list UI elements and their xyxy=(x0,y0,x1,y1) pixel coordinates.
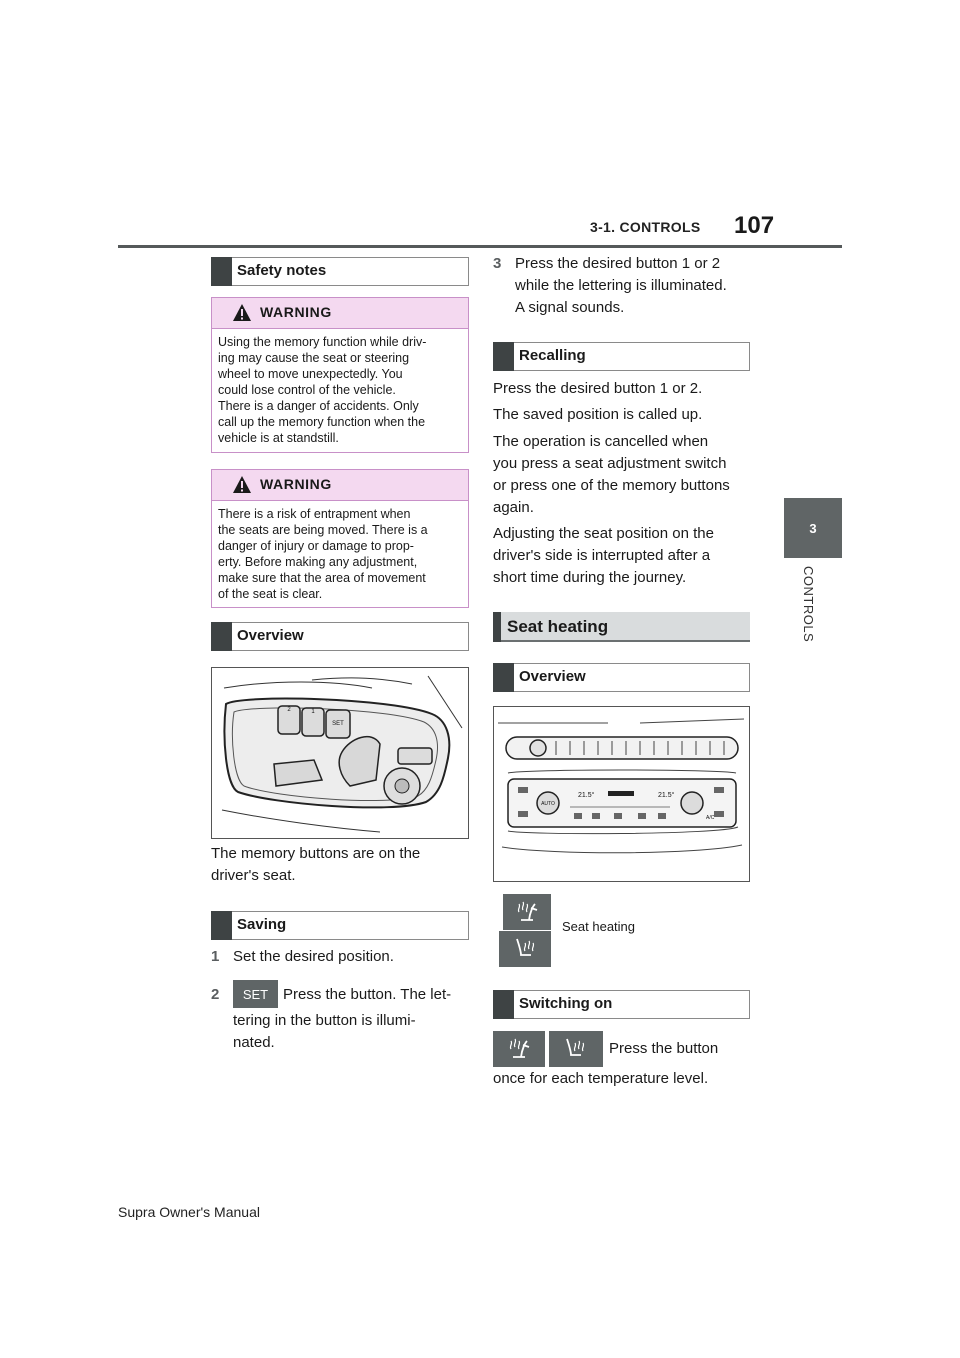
step-2 xyxy=(211,984,219,1006)
switching-on-text-b: once for each temperature level. xyxy=(493,1070,709,1087)
warning-triangle-icon xyxy=(232,475,252,494)
warning-text: There is a risk of entrapment when the seats are being moved. There is a danger of injury or damage to prop- erty. Before making any adjustment, make sure that the area of movement of the seat is clear. xyxy=(218,507,428,601)
warning-triangle-icon xyxy=(232,303,252,322)
header-rule xyxy=(118,245,842,248)
auto-label: AUTO xyxy=(541,801,555,807)
step-text: Set the desired position. xyxy=(233,948,394,965)
step-3 xyxy=(493,253,727,316)
seat-panel-illustration xyxy=(212,668,468,838)
step-2-text-a: Press the button. The let- xyxy=(283,986,452,1003)
section-overview-right xyxy=(493,663,750,692)
section-title: Recalling xyxy=(519,347,586,364)
seat-heating-button-upper xyxy=(503,894,551,930)
section-title: Seat heating xyxy=(507,617,609,636)
running-header-section: 3-1. CONTROLS xyxy=(590,219,701,235)
section-title: Switching on xyxy=(519,995,613,1012)
warning-text: Using the memory function while driv- ing may cause the seat or steering wheel to move unexpectedly. You could lose control of the vehicle. There is a danger of accidents. Only call up the memory function when the vehicle is at standstill. xyxy=(218,335,427,445)
step-2-text-b: tering in the button is illumi- nated. xyxy=(233,1012,416,1051)
seat-heating-icon xyxy=(503,894,551,930)
seat-heating-icon xyxy=(499,931,551,967)
climate-panel-figure xyxy=(493,706,750,882)
temp-right-display: 21.5° xyxy=(658,792,675,799)
section-switching-on xyxy=(493,990,750,1019)
warning-box-memory xyxy=(211,297,469,453)
section-recalling xyxy=(493,342,750,371)
memory-button-set-label: SET xyxy=(332,721,344,727)
warning-header xyxy=(212,470,468,501)
page-number: 107 xyxy=(734,212,775,239)
section-saving xyxy=(211,911,469,940)
step-text: Press the desired button 1 or 2 while the lettering is illuminated. A signal sounds. xyxy=(515,255,727,316)
climate-panel-illustration xyxy=(494,707,749,881)
warning-label: WARNING xyxy=(260,476,332,492)
seat-heating-callout: Seat heating xyxy=(562,919,636,934)
ac-label: A/C xyxy=(706,815,715,821)
section-title: Overview xyxy=(237,627,304,644)
section-overview-left xyxy=(211,622,469,651)
section-title: Saving xyxy=(237,916,287,933)
switching-on-text-a: Press the button xyxy=(609,1040,719,1057)
recall-paragraph-4: Adjusting the seat position on the driver's side is interrupted after a short time during the journey. xyxy=(493,525,714,586)
step-1 xyxy=(211,946,394,968)
recall-paragraph-2: The saved position is called up. xyxy=(493,406,703,423)
memory-button-2-label: 2 xyxy=(287,707,291,713)
seat-heating-button-passenger xyxy=(549,1031,603,1067)
seat-memory-figure xyxy=(211,667,469,839)
section-title: Safety notes xyxy=(237,262,327,279)
temp-left-display: 21.5° xyxy=(578,792,595,799)
overview-caption: The memory buttons are on the driver's seat. xyxy=(211,845,421,884)
seat-heating-button-lower xyxy=(499,931,551,967)
recall-paragraph-3: The operation is cancelled when you press a seat adjustment switch or press one of the memory buttons again. xyxy=(493,433,730,516)
seat-heating-icon xyxy=(493,1031,545,1067)
chapter-tab: 3 xyxy=(784,498,842,558)
step-number: 1 xyxy=(211,948,220,965)
section-seat-heating xyxy=(493,612,750,642)
section-safety-notes xyxy=(211,257,469,286)
warning-box-entrapment xyxy=(211,469,469,608)
recall-paragraph-1: Press the desired button 1 or 2. xyxy=(493,380,703,397)
memory-button-1-label: 1 xyxy=(311,709,315,715)
step-number: 2 xyxy=(211,986,220,1003)
step-number: 3 xyxy=(493,255,502,272)
section-title: Overview xyxy=(519,668,586,685)
footer-manual-title: Supra Owner's Manual xyxy=(118,1204,260,1220)
chapter-tab-label: CONTROLS xyxy=(801,566,816,643)
warning-label: WARNING xyxy=(260,304,332,320)
seat-heating-icon xyxy=(549,1031,603,1067)
warning-header xyxy=(212,298,468,329)
set-button-chip: SET xyxy=(233,980,278,1008)
seat-heating-button-driver xyxy=(493,1031,545,1067)
